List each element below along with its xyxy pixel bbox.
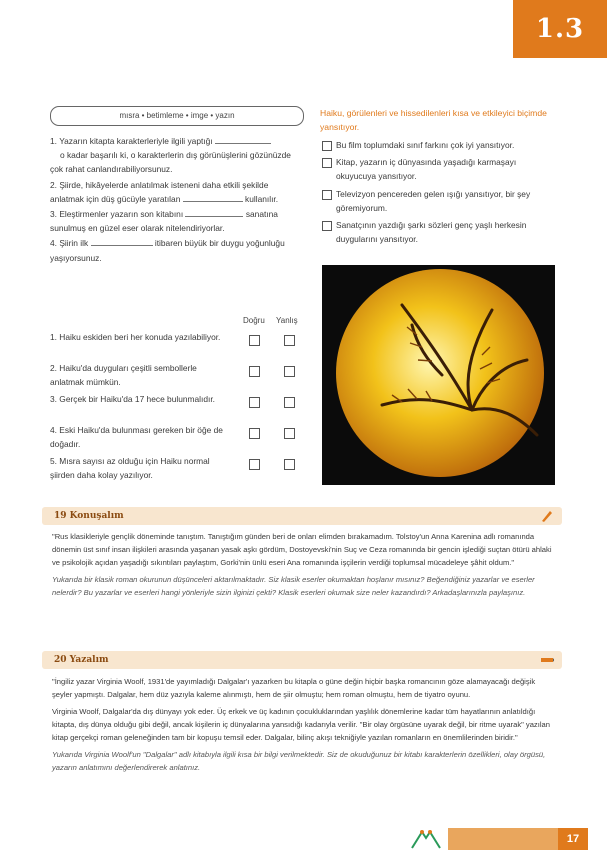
tf-item: 1. Haiku eskiden beri her konuda yazılabiliyor. [50, 330, 304, 361]
answer-blank[interactable] [215, 143, 271, 144]
true-false-list [50, 330, 304, 485]
true-checkbox[interactable] [249, 428, 260, 439]
tf-item: 4. Eski Haiku'da bulunması gereken bir öğe de doğadır. [50, 423, 304, 454]
section-19-text: "Rus klasikleriyle gençlik döneminde tanıştım. Tanıştığım günden beri de onları elimden bırakamadım. Tolstoy'un Anna Karenina adlı romanında dönemin üst sınıf insan ilişkileri arasında yaşanan yasak aşkı gördüm, Dostoyevski'nin Suç ve Ceza romanında bir gencin işlediği suçtan ötürü ahlaki ve psikolojik açıdan yaşadığı sıkıntıları paylaştım, Gorki'nin ünlü eseri Ana romanında işçilerin verdiği toplumsal mücadeleye şâhit oldum." Yukarıda bir klasik roman okurunun düşünceleri aktarılmaktadır. Siz klasik eserler okumaktan hoşlanır mısınız? Beğendiğiniz yazarlar ve eserler nelerdir? Bu yazarlar ve eserleri hangi yönleriyle sizin ilginizi çekti? Klasik eserleri okumak size neler kazandırdı? Arkadaşlarınızla paylaşınız. [52, 532, 552, 597]
answer-blank[interactable] [91, 245, 153, 246]
pen-icon [540, 509, 554, 523]
option-item[interactable]: Bu film toplumdaki sınıf farkını çok iyi yansıtıyor. [322, 138, 552, 152]
section-20-header: 20 Yazalım [42, 651, 562, 669]
true-header: Doğru [243, 316, 265, 325]
option-checkbox[interactable] [322, 158, 332, 168]
true-checkbox[interactable] [249, 459, 260, 470]
footer-band [448, 828, 558, 850]
false-checkbox[interactable] [284, 366, 295, 377]
page-footer [0, 818, 607, 861]
tf-item: 5. Mısra sayısı az olduğu için Haiku normal şiirden daha kolay yazılıyor. [50, 454, 304, 485]
pencil-icon [540, 653, 554, 667]
abstract-sun-photo [322, 265, 555, 485]
true-checkbox[interactable] [249, 335, 260, 346]
false-checkbox[interactable] [284, 397, 295, 408]
fill-item: 4. Şiirin ilk itibaren büyük bir duygu yoğunluğu yaşıyorsunuz. [50, 238, 285, 263]
answer-blank[interactable] [183, 201, 243, 202]
decorative-figure-icon [408, 828, 444, 850]
options-list [322, 138, 552, 249]
fill-item: 3. Eleştirmenler yazarın son kitabını sanatına sunulmuş en güzel eser olarak nitelendiriyorlar. [50, 209, 278, 234]
option-checkbox[interactable] [322, 141, 332, 151]
option-checkbox[interactable] [322, 190, 332, 200]
false-checkbox[interactable] [284, 459, 295, 470]
section-20-text: "İngiliz yazar Virginia Woolf, 1931'de yayımladığı Dalgalar'ı yazarken bu kitapla o güne değin hiçbir başka romancının göze alamayacağı değişik şeyler yapmıştı. Dalgalar, hem düz yazıyla kaleme alınmıştı, hem de şiir olmuştu; hem roman olmuştu, hem de tiyatro oyunu. Virginia Woolf, Dalgalar'da dış dünyayı yok eder. Üç erkek ve üç kadının çocukluklarından yaşlılık dönemlerine kadar tüm hayatlarının anlatıldığı kitapta, dış dünya olduğu gibi değil, ancak kişilerin iç dünyalarına yansıdığı kadarıyla verilir. "Bir olay örgüsüne uyarak değil, bir ritme uyarak" yazılan kitap gerçekçi roman geleneğinden tam bir kopuşu temsil eder. Dalgalar, bilinç akışı tekniğiyle yazılan romanların en önemlilerinden biridir." Yukarıda Virginia Woolf'un "Dalgalar" adlı kitabıyla ilgili kısa bir bilgi verilmektedir. Siz de okuduğunuz bir kitabı karakterlerin özellikleri, olay örgüsü, yazarın anlatımını değerlendirerek anlatınız. [52, 677, 550, 772]
answer-blank[interactable] [185, 216, 243, 217]
option-item[interactable]: Sanatçının yazdığı şarkı sözleri genç yaşlı herkesin duygularını yansıtıyor. [322, 218, 552, 246]
tf-item: 3. Gerçek bir Haiku'da 17 hece bulunmalıdır. [50, 392, 304, 423]
option-item[interactable]: Televizyon pencereden gelen ışığı yansıtıyor, bir şey göremiyorum. [322, 187, 552, 215]
option-checkbox[interactable] [322, 221, 332, 231]
tf-item: 2. Haiku'da duyguları çeşitli sembollerle anlatmak mümkün. [50, 361, 304, 392]
fill-item: 1. Yazarın kitapta karakterleriyle ilgili yaptığı o kadar başarılı ki, o karakterlerin dış görünüşlerini gözünüzde çok rahat canlandırabiliyorsunuz. [50, 136, 291, 175]
false-checkbox[interactable] [284, 428, 295, 439]
section-tab: 1.3 [513, 0, 607, 58]
fill-item: 2. Şiirde, hikâyelerde anlatılmak isteneni daha etkili şekilde anlatmak için düş gücüyle yaratılan kullanılır. [50, 179, 279, 204]
question-title: Haiku, görülenleri ve hissedilenleri kısa ve etkileyici biçimde yansıtıyor. [320, 108, 547, 132]
option-item[interactable]: Kitap, yazarın iç dünyasında yaşadığı karmaşayı okuyucuya yansıtıyor. [322, 155, 552, 183]
section-19-header: 19 Konuşalım [42, 507, 562, 525]
fill-in-blanks [50, 134, 302, 266]
false-header: Yanlış [276, 316, 298, 325]
page-number: 17 [558, 828, 588, 850]
word-box: mısra • betimleme • imge • yazın [50, 106, 304, 126]
false-checkbox[interactable] [284, 335, 295, 346]
true-checkbox[interactable] [249, 366, 260, 377]
true-checkbox[interactable] [249, 397, 260, 408]
